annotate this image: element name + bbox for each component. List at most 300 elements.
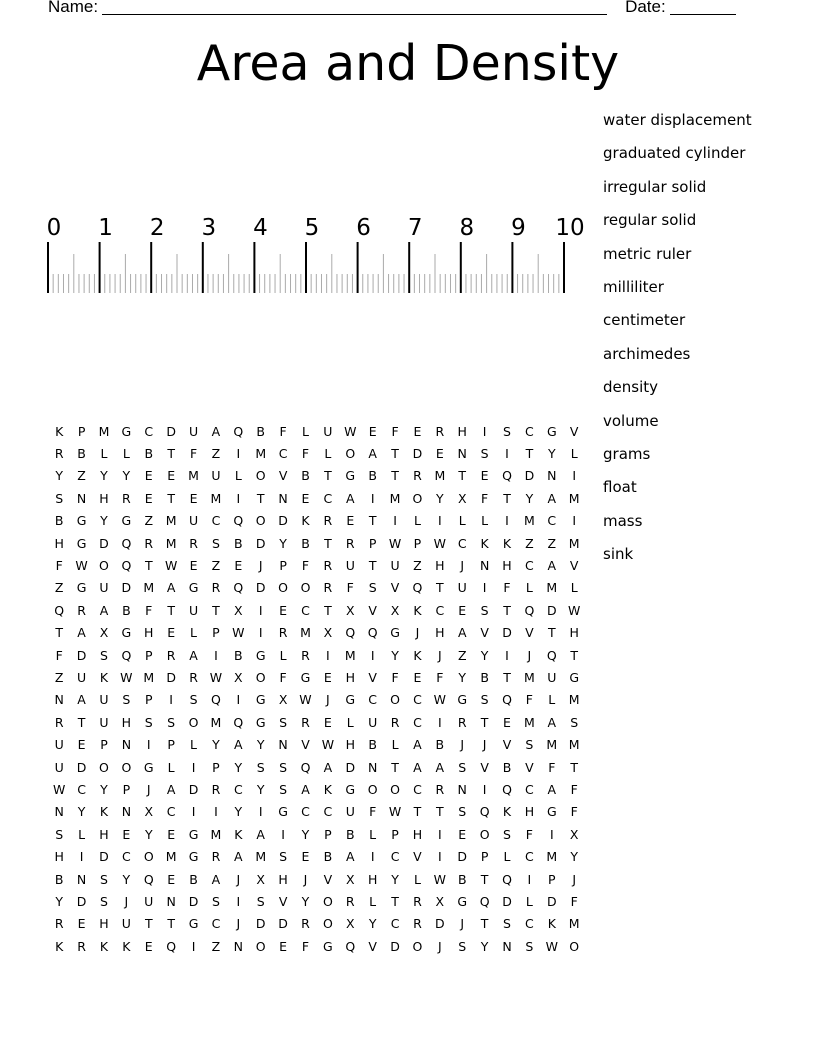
- grid-letter: C: [368, 692, 378, 708]
- grid-letter: M: [524, 669, 535, 685]
- grid-row: [48, 935, 585, 957]
- grid-letter: S: [100, 893, 108, 909]
- grid-letter: Q: [502, 468, 512, 484]
- grid-letter: U: [188, 423, 199, 439]
- grid-letter: E: [144, 490, 153, 506]
- grid-letter: E: [458, 826, 467, 842]
- grid-letter: D: [255, 916, 266, 932]
- grid-row: [48, 801, 585, 823]
- grid-letter: A: [211, 423, 221, 439]
- grid-letter: P: [100, 737, 108, 753]
- grid-letter: L: [525, 893, 533, 909]
- grid-letter: N: [121, 737, 132, 753]
- grid-letter: I: [191, 759, 196, 775]
- grid-letter: S: [279, 781, 288, 797]
- grid-letter: A: [234, 737, 243, 753]
- grid-letter: A: [413, 737, 422, 753]
- grid-letter: J: [415, 625, 420, 641]
- grid-letter: O: [367, 781, 378, 797]
- grid-letter: W: [164, 558, 178, 574]
- grid-letter: M: [546, 737, 558, 753]
- grid-letter: B: [256, 423, 265, 439]
- grid-letter: T: [525, 446, 534, 462]
- grid-letter: Y: [234, 759, 243, 775]
- grid-letter: F: [145, 602, 153, 618]
- grid-letter: E: [279, 602, 288, 618]
- grid-letter: S: [279, 849, 288, 865]
- ruler-label: 8: [459, 215, 475, 241]
- grid-letter: G: [121, 513, 132, 529]
- grid-letter: S: [503, 826, 511, 842]
- grid-letter: R: [345, 893, 355, 909]
- grid-letter: T: [570, 647, 578, 663]
- grid-letter: A: [345, 849, 355, 865]
- grid-letter: D: [278, 513, 288, 529]
- grid-letter: E: [346, 513, 355, 529]
- grid-letter: U: [211, 468, 221, 484]
- grid-letter: L: [548, 692, 556, 708]
- grid-letter: O: [255, 669, 266, 685]
- grid-letter: G: [457, 893, 468, 909]
- grid-letter: T: [480, 871, 489, 887]
- grid-letter: Q: [233, 714, 244, 730]
- grid-letter: S: [279, 714, 288, 730]
- grid-letter: J: [326, 692, 330, 708]
- grid-row: [48, 420, 585, 442]
- grid-letter: E: [234, 558, 243, 574]
- grid-letter: Y: [144, 826, 153, 842]
- grid-letter: T: [324, 468, 332, 484]
- grid-letter: G: [188, 916, 199, 932]
- grid-letter: I: [191, 804, 196, 820]
- grid-letter: I: [505, 513, 509, 529]
- grid-letter: I: [393, 513, 397, 529]
- grid-letter: B: [122, 602, 131, 618]
- grid-letter: K: [502, 535, 512, 551]
- grid-letter: I: [326, 647, 330, 663]
- grid-letter: U: [390, 558, 400, 574]
- grid-letter: G: [188, 826, 199, 842]
- grid-letter: S: [100, 871, 108, 887]
- grid-letter: W: [299, 692, 312, 708]
- grid-letter: F: [346, 580, 354, 596]
- grid-letter: I: [236, 490, 241, 506]
- grid-letter: K: [323, 781, 332, 797]
- grid-letter: C: [413, 781, 422, 797]
- grid-letter: I: [191, 938, 196, 954]
- grid-letter: U: [77, 669, 87, 685]
- grid-letter: Z: [525, 535, 534, 551]
- grid-letter: R: [211, 849, 221, 865]
- grid-letter: E: [144, 938, 153, 954]
- grid-row: [48, 644, 585, 666]
- grid-letter: D: [546, 602, 557, 618]
- grid-letter: R: [323, 580, 333, 596]
- grid-letter: S: [458, 759, 467, 775]
- grid-letter: J: [236, 916, 241, 932]
- name-label: Name:: [48, 0, 99, 16]
- grid-letter: A: [413, 759, 422, 775]
- grid-letter: C: [144, 423, 154, 439]
- grid-letter: A: [77, 692, 86, 708]
- grid-letter: Y: [256, 781, 265, 797]
- grid-letter: X: [569, 826, 579, 842]
- grid-letter: W: [433, 692, 447, 708]
- grid-letter: D: [524, 468, 535, 484]
- grid-letter: H: [435, 625, 445, 641]
- grid-letter: W: [53, 781, 66, 797]
- grid-letter: K: [122, 938, 131, 954]
- word-list-item: centimeter: [603, 311, 686, 330]
- grid-letter: B: [480, 669, 489, 685]
- grid-letter: J: [460, 916, 465, 932]
- word-list-item: grams: [603, 444, 651, 463]
- grid-letter: M: [143, 669, 155, 685]
- grid-letter: L: [346, 714, 354, 730]
- grid-letter: A: [166, 580, 176, 596]
- grid-letter: Y: [480, 938, 489, 954]
- grid-letter: Q: [546, 647, 557, 663]
- grid-letter: T: [324, 535, 332, 551]
- word-list-item: metric ruler: [603, 244, 692, 263]
- grid-letter: U: [99, 714, 109, 730]
- grid-letter: J: [124, 893, 129, 909]
- grid-letter: J: [482, 737, 487, 753]
- grid-letter: V: [502, 737, 512, 753]
- grid-row: [48, 577, 585, 599]
- grid-letter: A: [435, 759, 445, 775]
- grid-letter: Y: [77, 804, 86, 820]
- grid-letter: G: [345, 781, 356, 797]
- grid-letter: T: [547, 625, 556, 641]
- grid-letter: P: [324, 826, 332, 842]
- grid-letter: R: [301, 916, 310, 932]
- grid-letter: B: [368, 468, 377, 484]
- grid-letter: H: [457, 423, 467, 439]
- grid-letter: X: [435, 893, 445, 909]
- grid-letter: B: [144, 446, 154, 462]
- grid-letter: X: [234, 602, 243, 618]
- grid-letter: T: [144, 916, 153, 932]
- grid-letter: R: [189, 669, 198, 685]
- grid-letter: Z: [54, 580, 64, 596]
- grid-letter: X: [234, 669, 243, 685]
- grid-letter: D: [457, 849, 468, 865]
- grid-letter: X: [99, 625, 109, 641]
- grid-letter: R: [413, 468, 422, 484]
- grid-letter: E: [323, 669, 332, 685]
- grid-letter: L: [279, 647, 287, 663]
- grid-letter: I: [572, 513, 577, 529]
- ruler-label: 3: [201, 215, 217, 241]
- word-list-item: float: [603, 478, 637, 497]
- word-list-item: graduated cylinder: [603, 144, 746, 163]
- grid-letter: P: [548, 871, 556, 887]
- grid-row: [48, 823, 585, 845]
- grid-letter: V: [278, 893, 288, 909]
- grid-letter: I: [169, 692, 173, 708]
- grid-letter: S: [167, 714, 176, 730]
- grid-letter: M: [389, 490, 401, 506]
- grid-letter: R: [413, 893, 422, 909]
- ruler-label: 0: [46, 215, 62, 241]
- grid-letter: A: [234, 849, 243, 865]
- grid-letter: M: [568, 737, 580, 753]
- name-field[interactable]: [102, 0, 607, 15]
- grid-letter: F: [55, 558, 63, 574]
- grid-letter: R: [54, 446, 64, 462]
- grid-letter: A: [547, 558, 557, 574]
- grid-letter: S: [144, 714, 153, 730]
- grid-letter: B: [323, 849, 333, 865]
- grid-letter: J: [527, 647, 532, 663]
- grid-letter: U: [345, 804, 355, 820]
- grid-letter: T: [391, 446, 399, 462]
- grid-letter: X: [345, 871, 355, 887]
- grid-letter: X: [345, 916, 355, 932]
- grid-letter: B: [234, 647, 243, 663]
- grid-letter: J: [572, 871, 577, 887]
- word-list-item: mass: [603, 511, 643, 530]
- grid-letter: K: [301, 513, 310, 529]
- grid-letter: R: [211, 781, 221, 797]
- grid-letter: J: [236, 871, 241, 887]
- grid-letter: D: [412, 446, 423, 462]
- grid-letter: Q: [479, 804, 490, 820]
- grid-letter: I: [258, 625, 263, 641]
- grid-letter: B: [54, 871, 64, 887]
- date-field[interactable]: [670, 0, 736, 15]
- ruler-label: 2: [149, 215, 165, 241]
- grid-letter: A: [301, 781, 310, 797]
- grid-letter: N: [121, 804, 132, 820]
- grid-letter: V: [569, 423, 579, 439]
- grid-letter: B: [234, 535, 243, 551]
- grid-letter: F: [391, 669, 399, 685]
- grid-row: [48, 510, 585, 532]
- grid-letter: H: [412, 826, 423, 842]
- grid-letter: Q: [345, 625, 356, 641]
- grid-letter: V: [390, 580, 400, 596]
- grid-letter: C: [301, 602, 310, 618]
- grid-letter: Q: [143, 871, 154, 887]
- grid-letter: D: [278, 916, 288, 932]
- grid-letter: C: [547, 513, 557, 529]
- grid-letter: N: [76, 490, 87, 506]
- grid-letter: N: [54, 804, 64, 820]
- word-list-item: sink: [603, 545, 634, 564]
- grid-row: [48, 554, 585, 576]
- grid-letter: C: [525, 781, 534, 797]
- grid-letter: X: [457, 490, 467, 506]
- grid-letter: K: [234, 826, 243, 842]
- grid-letter: C: [323, 804, 333, 820]
- grid-letter: E: [77, 916, 86, 932]
- word-list-item: water displacement: [603, 111, 752, 129]
- grid-letter: O: [412, 490, 423, 506]
- grid-letter: G: [188, 580, 199, 596]
- grid-letter: D: [121, 580, 132, 596]
- grid-letter: M: [210, 490, 222, 506]
- grid-letter: W: [388, 804, 402, 820]
- grid-letter: Z: [144, 513, 154, 529]
- grid-letter: C: [525, 916, 534, 932]
- grid-letter: M: [568, 490, 580, 506]
- grid-letter: I: [527, 871, 532, 887]
- grid-letter: L: [190, 625, 198, 641]
- grid-letter: C: [233, 781, 243, 797]
- grid-letter: A: [547, 490, 557, 506]
- grid-row: [48, 711, 585, 733]
- grid-letter: M: [255, 849, 267, 865]
- grid-letter: P: [413, 535, 422, 551]
- grid-letter: R: [189, 535, 198, 551]
- grid-letter: S: [525, 938, 534, 954]
- grid-letter: N: [547, 468, 557, 484]
- grid-letter: B: [368, 737, 377, 753]
- grid-letter: E: [480, 468, 489, 484]
- grid-letter: T: [167, 446, 175, 462]
- grid-letter: T: [436, 580, 444, 596]
- grid-letter: A: [189, 647, 198, 663]
- grid-letter: O: [278, 580, 289, 596]
- grid-letter: X: [256, 871, 265, 887]
- grid-letter: L: [481, 513, 489, 529]
- grid-letter: G: [390, 625, 400, 641]
- grid-letter: V: [323, 871, 333, 887]
- grid-letter: L: [413, 513, 421, 529]
- grid-letter: D: [166, 669, 176, 685]
- grid-letter: Y: [391, 647, 399, 663]
- grid-letter: R: [413, 916, 422, 932]
- grid-letter: W: [344, 423, 357, 439]
- grid-letter: Q: [300, 759, 311, 775]
- grid-letter: E: [167, 468, 176, 484]
- grid-letter: W: [120, 669, 133, 685]
- grid-letter: H: [569, 625, 579, 641]
- grid-letter: T: [391, 759, 399, 775]
- grid-letter: R: [435, 423, 445, 439]
- grid-letter: X: [278, 692, 288, 708]
- grid-letter: A: [211, 871, 221, 887]
- grid-letter: Q: [345, 938, 356, 954]
- grid-letter: H: [99, 916, 109, 932]
- grid-letter: H: [502, 558, 512, 574]
- grid-letter: C: [525, 423, 534, 439]
- grid-letter: M: [165, 535, 177, 551]
- grid-letter: T: [368, 558, 377, 574]
- grid-letter: H: [121, 714, 132, 730]
- grid-letter: I: [236, 446, 241, 462]
- grid-letter: U: [547, 669, 557, 685]
- grid-letter: E: [167, 826, 176, 842]
- grid-letter: F: [503, 580, 511, 596]
- grid-letter: D: [502, 893, 512, 909]
- grid-letter: U: [54, 737, 64, 753]
- grid-letter: U: [368, 714, 378, 730]
- grid-letter: J: [437, 647, 442, 663]
- grid-letter: Z: [77, 468, 86, 484]
- grid-letter: C: [211, 513, 221, 529]
- ruler-label: 5: [304, 215, 320, 241]
- grid-row: [48, 778, 585, 800]
- grid-letter: G: [188, 849, 199, 865]
- word-search-grid: [48, 420, 585, 957]
- grid-letter: E: [413, 669, 422, 685]
- grid-letter: I: [79, 849, 84, 865]
- grid-letter: L: [413, 871, 421, 887]
- date-label: Date:: [625, 0, 666, 16]
- grid-letter: E: [323, 714, 332, 730]
- grid-letter: L: [525, 580, 533, 596]
- grid-letter: F: [570, 781, 578, 797]
- grid-letter: I: [236, 893, 241, 909]
- page-title: Area and Density: [196, 35, 620, 92]
- grid-letter: Y: [547, 446, 556, 462]
- grid-letter: D: [99, 849, 109, 865]
- grid-letter: F: [570, 893, 578, 909]
- grid-letter: L: [122, 446, 130, 462]
- grid-letter: A: [323, 759, 333, 775]
- grid-letter: N: [479, 558, 490, 574]
- grid-letter: C: [323, 490, 333, 506]
- grid-letter: M: [300, 625, 311, 641]
- grid-letter: O: [390, 692, 400, 708]
- grid-letter: C: [278, 446, 288, 462]
- grid-letter: D: [188, 893, 199, 909]
- grid-letter: L: [100, 446, 108, 462]
- grid-letter: Y: [100, 468, 108, 484]
- grid-letter: I: [505, 647, 509, 663]
- grid-letter: R: [345, 535, 355, 551]
- grid-letter: S: [458, 938, 467, 954]
- grid-letter: F: [369, 804, 377, 820]
- grid-letter: Y: [122, 871, 131, 887]
- grid-letter: C: [390, 916, 400, 932]
- grid-letter: T: [212, 602, 220, 618]
- grid-letter: T: [413, 804, 422, 820]
- grid-letter: M: [546, 580, 558, 596]
- grid-letter: H: [99, 826, 109, 842]
- grid-letter: I: [370, 490, 375, 506]
- grid-letter: X: [390, 602, 400, 618]
- grid-letter: G: [278, 804, 288, 820]
- grid-letter: F: [525, 826, 533, 842]
- grid-letter: V: [368, 669, 377, 685]
- grid-letter: E: [189, 558, 198, 574]
- grid-letter: Y: [480, 647, 489, 663]
- grid-letter: C: [525, 558, 534, 574]
- grid-letter: R: [323, 513, 333, 529]
- grid-letter: I: [482, 580, 487, 596]
- grid-letter: T: [167, 602, 175, 618]
- grid-letter: Q: [211, 692, 221, 708]
- grid-letter: Q: [524, 602, 535, 618]
- grid-letter: E: [144, 468, 153, 484]
- grid-letter: M: [98, 423, 110, 439]
- grid-letter: U: [99, 692, 109, 708]
- grid-letter: G: [143, 759, 154, 775]
- grid-letter: X: [323, 625, 333, 641]
- grid-row: [48, 756, 585, 778]
- grid-letter: F: [301, 558, 310, 574]
- grid-letter: C: [413, 714, 422, 730]
- grid-letter: W: [75, 558, 88, 574]
- grid-letter: L: [78, 826, 86, 842]
- grid-letter: G: [121, 625, 132, 641]
- grid-row: [48, 890, 585, 912]
- grid-letter: I: [482, 781, 487, 797]
